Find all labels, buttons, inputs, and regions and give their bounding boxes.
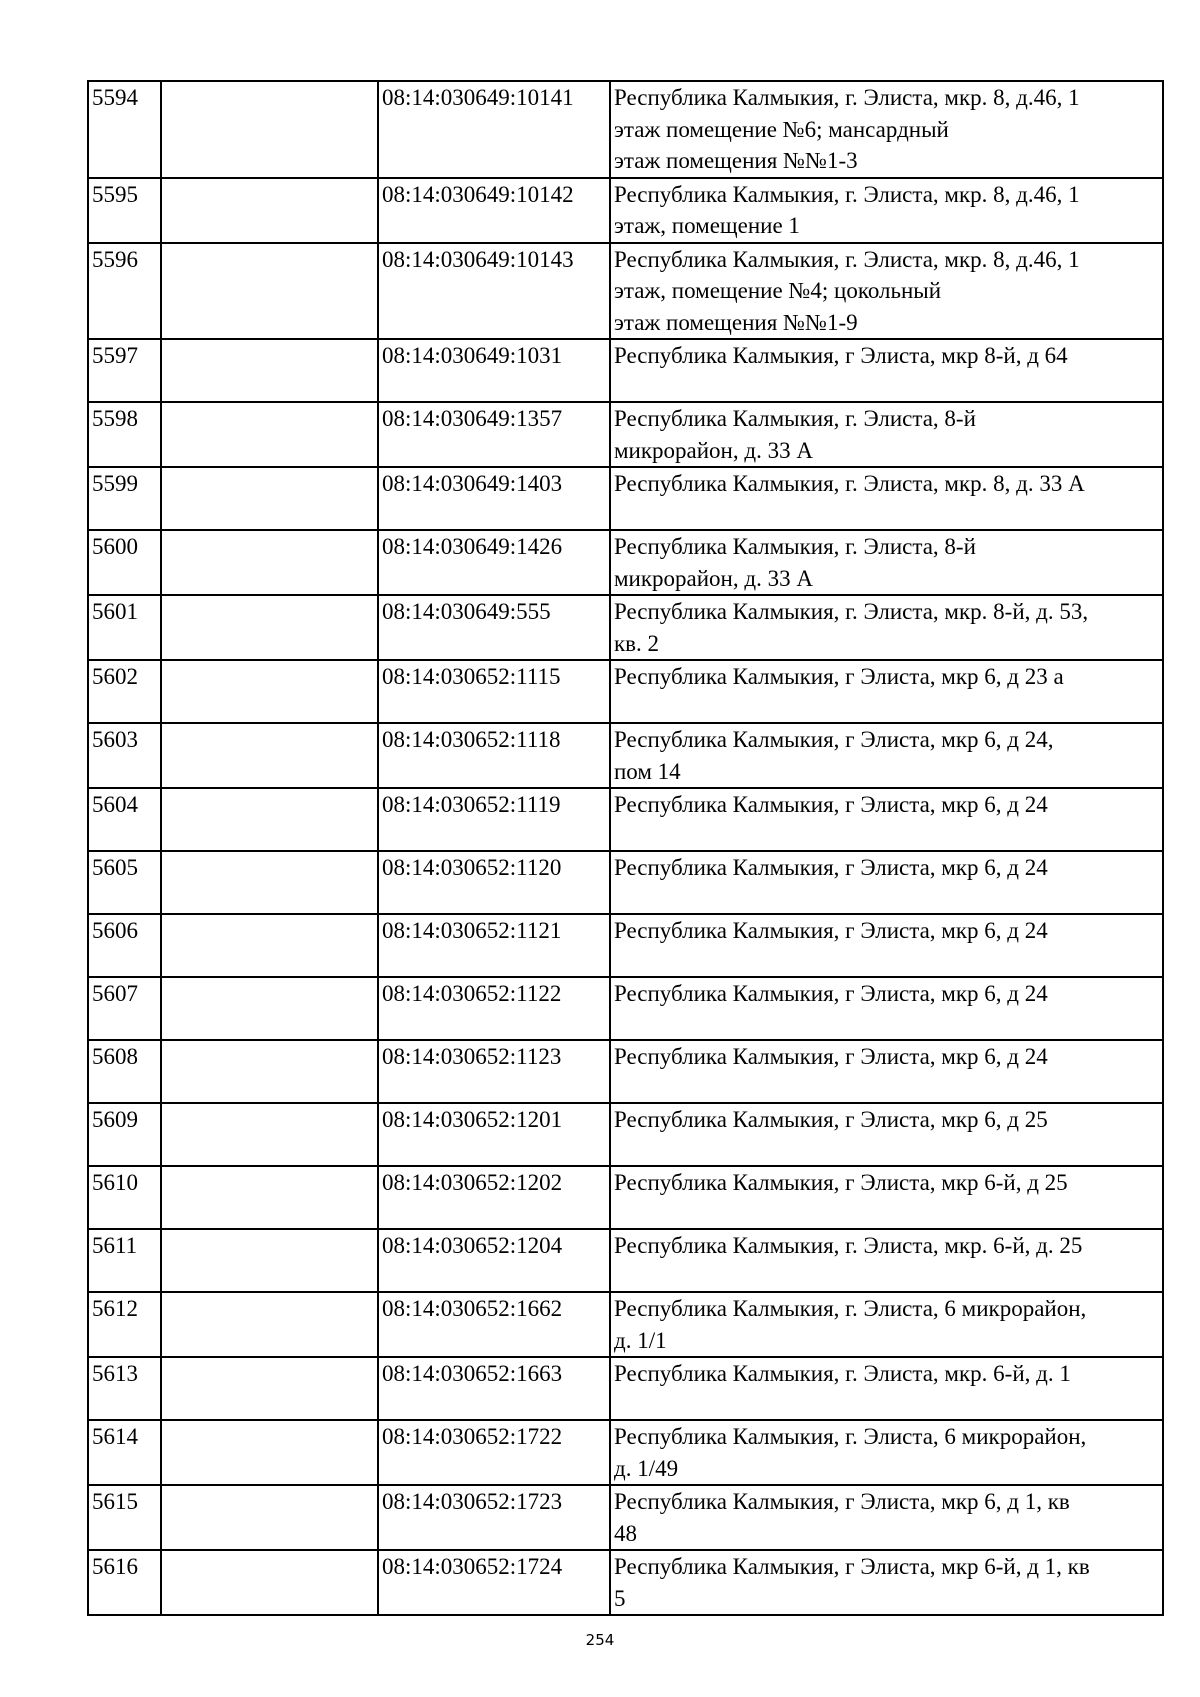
empty-cell — [161, 339, 378, 402]
row-number-cell: 5610 — [88, 1166, 161, 1229]
empty-cell — [161, 1550, 378, 1615]
table-row — [88, 178, 1163, 243]
cadastral-number-cell: 08:14:030652:1122 — [378, 977, 610, 1040]
table-row — [88, 339, 1163, 402]
address-line: Республика Калмыкия, г. Элиста, мкр. 8, д. 33 А — [614, 471, 1085, 496]
row-number-cell: 5604 — [88, 788, 161, 851]
address-line: Республика Калмыкия, г. Элиста, 6 микрорайон, — [614, 1296, 1087, 1321]
address-cell — [610, 81, 1163, 178]
empty-cell — [161, 1103, 378, 1166]
address-line: Республика Калмыкия, г Элиста, мкр 6, д 24 — [614, 918, 1048, 943]
address-cell — [610, 914, 1163, 977]
row-number-cell: 5597 — [88, 339, 161, 402]
empty-cell — [161, 1040, 378, 1103]
table-row — [88, 1420, 1163, 1485]
cadastral-number-cell: 08:14:030649:555 — [378, 595, 610, 660]
address-line: Республика Калмыкия, г. Элиста, 8-й — [614, 534, 976, 559]
table-row — [88, 243, 1163, 340]
cadastral-number-cell: 08:14:030652:1204 — [378, 1229, 610, 1292]
address-line: микрорайон, д. 33 А — [614, 565, 813, 591]
address-line: Республика Калмыкия, г. Элиста, мкр. 8, д.46, 1 — [614, 246, 1080, 272]
address-line: этаж, помещение №4; цокольный — [614, 278, 942, 303]
address-line: Республика Калмыкия, г Элиста, мкр 6, д 24 — [614, 792, 1048, 817]
cadastral-number-cell: 08:14:030649:1357 — [378, 402, 610, 467]
address-line: 5 — [614, 1585, 626, 1611]
address-cell — [610, 530, 1163, 595]
table-row — [88, 977, 1163, 1040]
address-line: Республика Калмыкия, г Элиста, мкр 8-й, д 64 — [614, 343, 1068, 368]
cadastral-number-cell: 08:14:030652:1121 — [378, 914, 610, 977]
row-number-cell: 5613 — [88, 1357, 161, 1420]
address-cell — [610, 1420, 1163, 1485]
address-cell — [610, 723, 1163, 788]
row-number-cell: 5614 — [88, 1420, 161, 1485]
empty-cell — [161, 1292, 378, 1357]
address-cell — [610, 851, 1163, 914]
row-number-cell: 5596 — [88, 243, 161, 340]
address-line: д. 1/1 — [614, 1327, 667, 1353]
address-line: Республика Калмыкия, г Элиста, мкр 6, д 23 а — [614, 664, 1064, 689]
address-line: Республика Калмыкия, г. Элиста, 8-й — [614, 406, 976, 431]
table-row — [88, 1103, 1163, 1166]
address-line: этаж помещения №№1-3 — [614, 148, 858, 173]
row-number-cell: 5607 — [88, 977, 161, 1040]
cadastral-number-cell: 08:14:030652:1724 — [378, 1550, 610, 1615]
address-cell — [610, 1229, 1163, 1292]
address-cell — [610, 1292, 1163, 1357]
empty-cell — [161, 402, 378, 467]
cadastral-number-cell: 08:14:030652:1663 — [378, 1357, 610, 1420]
row-number-cell: 5609 — [88, 1103, 161, 1166]
address-cell — [610, 595, 1163, 660]
address-line: Республика Калмыкия, г Элиста, мкр 6-й, д 25 — [614, 1170, 1068, 1195]
address-cell — [610, 467, 1163, 530]
address-line: кв. 2 — [614, 630, 660, 656]
table-row — [88, 1485, 1163, 1550]
cadastral-number-cell: 08:14:030649:10142 — [378, 178, 610, 243]
cadastral-number-cell: 08:14:030652:1662 — [378, 1292, 610, 1357]
empty-cell — [161, 1357, 378, 1420]
cadastral-number-cell: 08:14:030649:1031 — [378, 339, 610, 402]
address-line: пом 14 — [614, 758, 681, 784]
address-cell — [610, 977, 1163, 1040]
table-row — [88, 530, 1163, 595]
address-line: Республика Калмыкия, г. Элиста, мкр. 6-й, д. 25 — [614, 1233, 1083, 1258]
empty-cell — [161, 467, 378, 530]
empty-cell — [161, 1420, 378, 1485]
empty-cell — [161, 178, 378, 243]
row-number-cell: 5615 — [88, 1485, 161, 1550]
address-cell — [610, 1550, 1163, 1615]
address-line: Республика Калмыкия, г. Элиста, мкр. 6-й, д. 1 — [614, 1361, 1071, 1386]
table-row — [88, 1040, 1163, 1103]
page-number: 254 — [585, 1631, 615, 1649]
row-number-cell: 5600 — [88, 530, 161, 595]
empty-cell — [161, 977, 378, 1040]
address-line: этаж помещение №6; мансардный — [614, 116, 949, 142]
address-cell — [610, 1040, 1163, 1103]
table-row — [88, 467, 1163, 530]
address-cell — [610, 178, 1163, 243]
table-row — [88, 660, 1163, 723]
cadastral-number-cell: 08:14:030649:1426 — [378, 530, 610, 595]
row-number-cell: 5601 — [88, 595, 161, 660]
row-number-cell: 5602 — [88, 660, 161, 723]
row-number-cell: 5606 — [88, 914, 161, 977]
empty-cell — [161, 595, 378, 660]
address-line: 48 — [614, 1520, 637, 1546]
table-row — [88, 788, 1163, 851]
row-number-cell: 5595 — [88, 178, 161, 243]
address-line: этаж, помещение 1 — [614, 213, 800, 238]
row-number-cell: 5594 — [88, 81, 161, 178]
address-cell — [610, 339, 1163, 402]
address-line: Республика Калмыкия, г Элиста, мкр 6-й, д 1, кв — [614, 1554, 1090, 1579]
table-row — [88, 914, 1163, 977]
cadastral-number-cell: 08:14:030652:1118 — [378, 723, 610, 788]
table-row — [88, 1292, 1163, 1357]
cadastral-number-cell: 08:14:030649:10141 — [378, 81, 610, 178]
address-cell — [610, 660, 1163, 723]
table-row — [88, 81, 1163, 178]
cadastral-number-cell: 08:14:030649:1403 — [378, 467, 610, 530]
row-number-cell: 5598 — [88, 402, 161, 467]
row-number-cell: 5611 — [88, 1229, 161, 1292]
table-row — [88, 1166, 1163, 1229]
address-cell — [610, 1485, 1163, 1550]
table-row — [88, 723, 1163, 788]
row-number-cell: 5599 — [88, 467, 161, 530]
empty-cell — [161, 851, 378, 914]
address-line: Республика Калмыкия, г. Элиста, мкр. 8, д.46, 1 — [614, 85, 1080, 110]
empty-cell — [161, 81, 378, 178]
cadastral-number-cell: 08:14:030652:1202 — [378, 1166, 610, 1229]
table-row — [88, 1550, 1163, 1615]
table-row — [88, 595, 1163, 660]
address-cell — [610, 402, 1163, 467]
address-cell — [610, 788, 1163, 851]
address-cell — [610, 1357, 1163, 1420]
row-number-cell: 5616 — [88, 1550, 161, 1615]
row-number-cell: 5603 — [88, 723, 161, 788]
cadastral-number-cell: 08:14:030652:1123 — [378, 1040, 610, 1103]
empty-cell — [161, 723, 378, 788]
address-line: Республика Калмыкия, г Элиста, мкр 6, д 24 — [614, 1044, 1048, 1069]
empty-cell — [161, 660, 378, 723]
table-row — [88, 1229, 1163, 1292]
empty-cell — [161, 530, 378, 595]
cadastral-number-cell: 08:14:030652:1120 — [378, 851, 610, 914]
table-row — [88, 851, 1163, 914]
address-line: Республика Калмыкия, г. Элиста, 6 микрорайон, — [614, 1424, 1087, 1449]
registry-table-body — [88, 81, 1163, 1615]
row-number-cell: 5605 — [88, 851, 161, 914]
address-cell — [610, 1103, 1163, 1166]
address-line: Республика Калмыкия, г. Элиста, мкр. 8-й, д. 53, — [614, 599, 1089, 624]
cadastral-number-cell: 08:14:030652:1723 — [378, 1485, 610, 1550]
empty-cell — [161, 243, 378, 340]
address-line: Республика Калмыкия, г Элиста, мкр 6, д 24 — [614, 981, 1048, 1006]
row-number-cell: 5608 — [88, 1040, 161, 1103]
address-line: микрорайон, д. 33 А — [614, 437, 813, 463]
address-line: Республика Калмыкия, г Элиста, мкр 6, д 24, — [614, 727, 1054, 752]
address-line: Республика Калмыкия, г Элиста, мкр 6, д 25 — [614, 1107, 1048, 1132]
empty-cell — [161, 1229, 378, 1292]
empty-cell — [161, 788, 378, 851]
cadastral-number-cell: 08:14:030652:1201 — [378, 1103, 610, 1166]
row-number-cell: 5612 — [88, 1292, 161, 1357]
table-row — [88, 402, 1163, 467]
address-line: Республика Калмыкия, г Элиста, мкр 6, д 24 — [614, 855, 1048, 880]
empty-cell — [161, 1166, 378, 1229]
address-line: Республика Калмыкия, г Элиста, мкр 6, д 1, кв — [614, 1489, 1070, 1514]
empty-cell — [161, 914, 378, 977]
registry-table — [87, 80, 1164, 1616]
address-line: д. 1/49 — [614, 1455, 679, 1481]
empty-cell — [161, 1485, 378, 1550]
cadastral-number-cell: 08:14:030649:10143 — [378, 243, 610, 340]
address-cell — [610, 1166, 1163, 1229]
table-row — [88, 1357, 1163, 1420]
address-line: Республика Калмыкия, г. Элиста, мкр. 8, д.46, 1 — [614, 181, 1080, 207]
address-line: этаж помещения №№1-9 — [614, 309, 858, 335]
cadastral-number-cell: 08:14:030652:1722 — [378, 1420, 610, 1485]
address-cell — [610, 243, 1163, 340]
cadastral-number-cell: 08:14:030652:1119 — [378, 788, 610, 851]
cadastral-number-cell: 08:14:030652:1115 — [378, 660, 610, 723]
